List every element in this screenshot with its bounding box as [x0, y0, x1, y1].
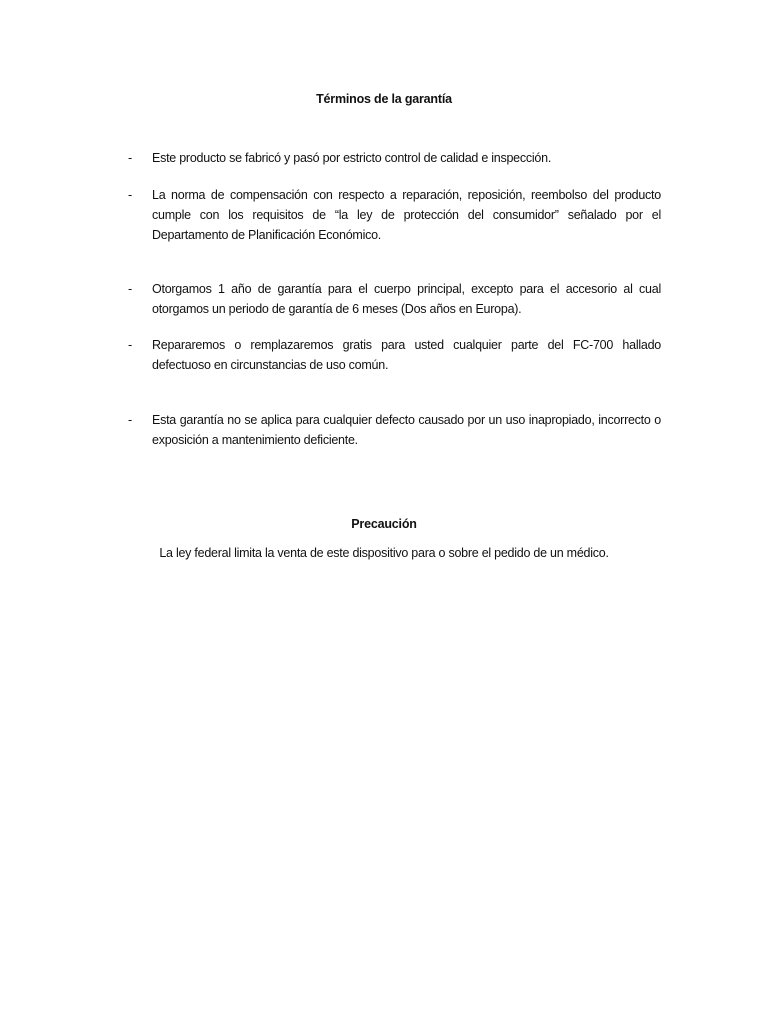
warranty-item-text: Este producto se fabricó y pasó por estricto control de calidad e inspección. [152, 151, 552, 165]
warranty-item-text: Esta garantía no se aplica para cualquier defecto causado por un uso inapropiado, incorrecto o exposición a mantenimiento deficiente. [152, 413, 661, 447]
warranty-item-text: Repararemos o remplazaremos gratis para usted cualquier parte del FC-700 hallado defectuoso en circunstancias de uso común. [152, 338, 661, 372]
bullet-dash: - [128, 338, 133, 352]
precaution-title: Precaución [351, 517, 417, 531]
document-title: Términos de la garantía [316, 92, 452, 106]
warranty-item-text: La norma de compensación con respecto a reparación, reposición, reembolso del producto cumple con los requisitos de “la ley de protección del consumidor” señalado por el Departamento de Planificación Económico. [152, 188, 661, 242]
warranty-item-text: Otorgamos 1 año de garantía para el cuerpo principal, excepto para el accesorio al cual otorgamos un periodo de garantía de 6 meses (Dos años en Europa). [152, 282, 661, 316]
bullet-dash: - [128, 151, 133, 165]
bullet-dash: - [128, 282, 133, 296]
precaution-text: La ley federal limita la venta de este dispositivo para o sobre el pedido de un médico. [159, 546, 609, 560]
bullet-dash: - [128, 188, 133, 202]
bullet-dash: - [128, 413, 133, 427]
